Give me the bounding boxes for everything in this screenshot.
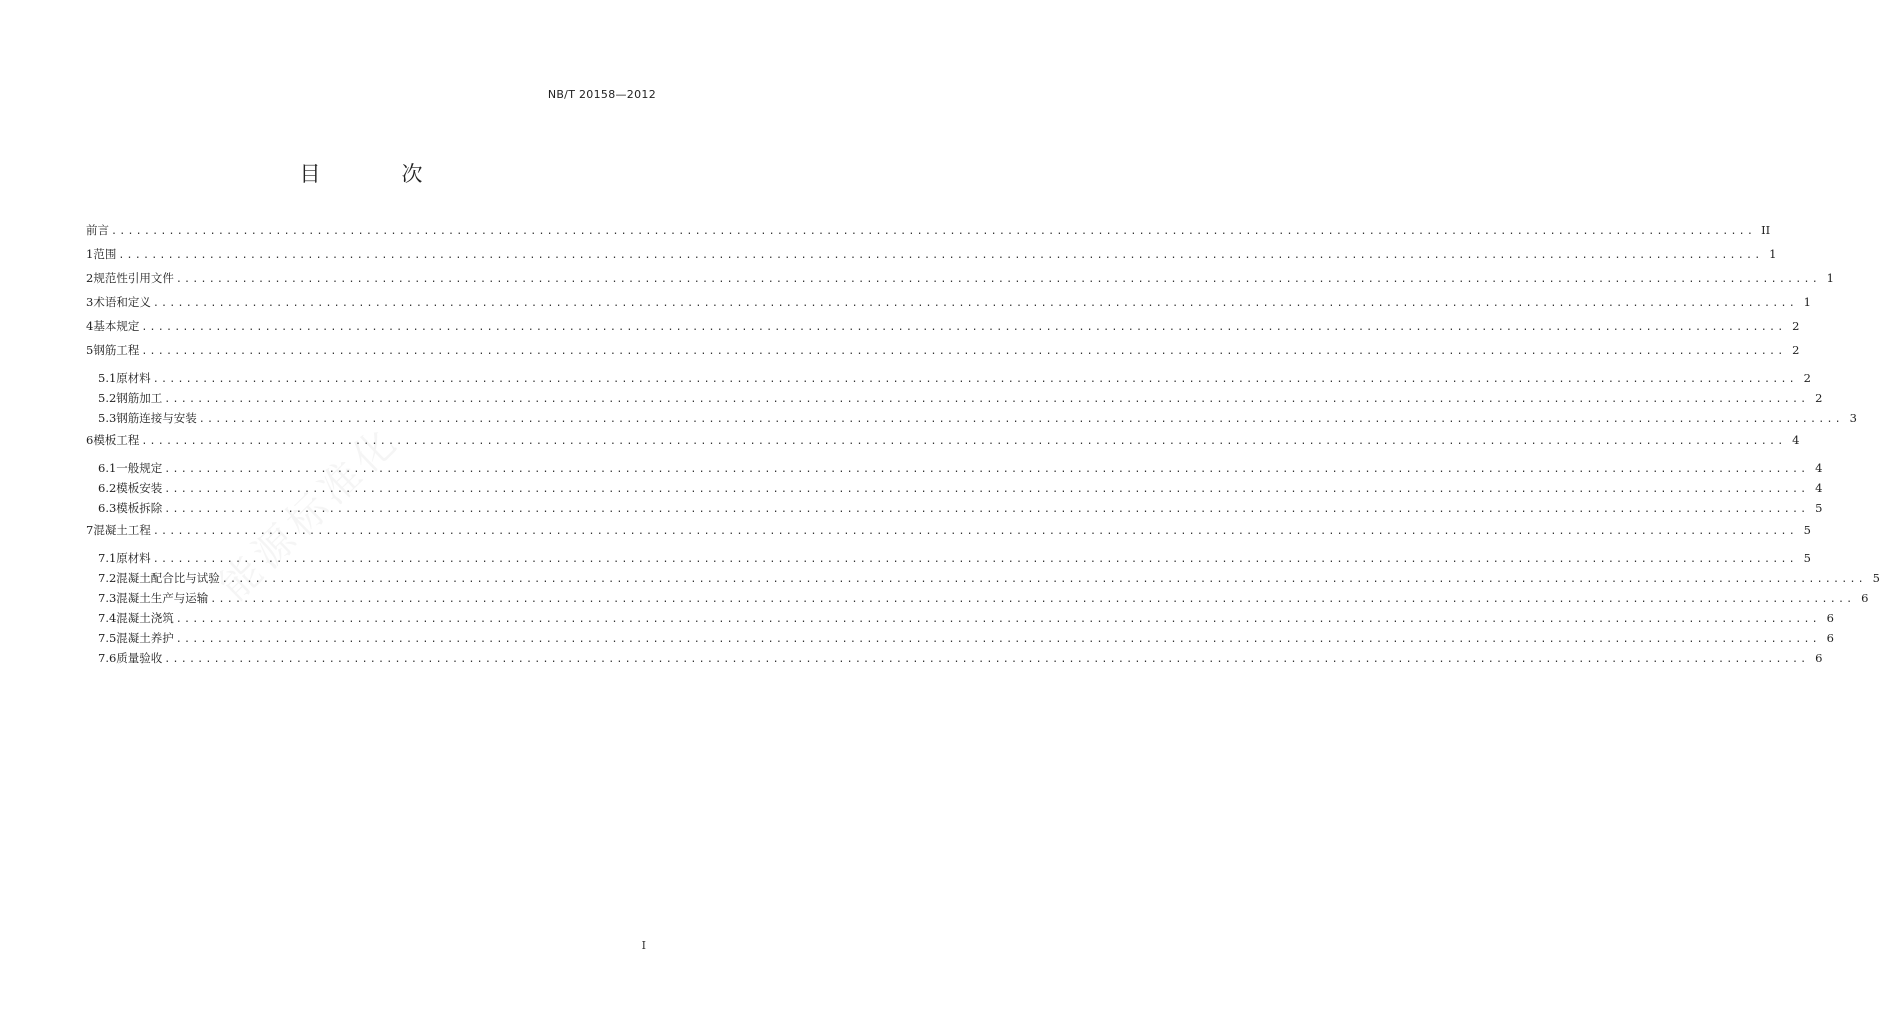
toc-entry[interactable]: [86, 518, 1811, 542]
toc-page-number: 2: [1815, 391, 1823, 405]
toc-label: 模板工程: [93, 433, 140, 447]
toc-number: 6.3: [98, 501, 117, 515]
toc-number: 6.2: [98, 481, 117, 495]
watermark: 能源标准化: [211, 416, 409, 610]
toc-subentry[interactable]: [86, 368, 1811, 388]
toc-number: 3: [86, 295, 94, 309]
toc-leader-dots: ........................................................................................................................................................................................................: [198, 414, 1843, 425]
toc-subentry[interactable]: [86, 648, 1823, 668]
toc-label: 质量验收: [116, 651, 163, 665]
toc-label: 钢筋工程: [93, 343, 140, 357]
page-number: I: [641, 939, 646, 952]
toc-number: 5: [86, 343, 94, 357]
toc-number: 5.1: [98, 371, 117, 385]
toc-leader-dots: ........................................................................................................................................................................................................: [221, 574, 1866, 585]
toc-subentry[interactable]: [86, 498, 1823, 518]
toc-entry[interactable]: [86, 266, 1834, 290]
toc-leader-dots: ........................................................................................................................................................................................................: [210, 594, 1855, 605]
toc-number: 6.1: [98, 461, 117, 475]
toc-page-number: 5: [1815, 501, 1823, 515]
toc-page-number: 5: [1803, 523, 1811, 537]
toc-label: 钢筋加工: [116, 391, 163, 405]
toc-label: 混凝土浇筑: [116, 611, 174, 625]
toc-page-number: 1: [1803, 295, 1811, 309]
toc-leader-dots: ........................................................................................................................................................................................................: [164, 394, 1809, 405]
toc-entry[interactable]: [86, 290, 1811, 314]
standard-code: NB/T 20158—2012: [547, 88, 656, 101]
toc-label: 原材料: [116, 371, 151, 385]
toc-page-number: 1: [1769, 247, 1777, 261]
toc-label: 混凝土工程: [93, 523, 151, 537]
toc-page-number: 6: [1826, 631, 1834, 645]
toc-label: 混凝土配合比与试验: [116, 571, 220, 585]
toc-page-number: 4: [1815, 481, 1823, 495]
toc-subentry[interactable]: [86, 628, 1834, 648]
toc-page-number: II: [1761, 223, 1771, 237]
toc-label: 一般规定: [116, 461, 163, 475]
toc-leader-dots: ........................................................................................................................................................................................................: [164, 654, 1809, 665]
toc-label: 范围: [93, 247, 117, 261]
toc-page-number: 2: [1792, 343, 1800, 357]
toc-label: 原材料: [116, 551, 151, 565]
toc-number: 1: [86, 247, 94, 261]
toc-label: 模板拆除: [116, 501, 163, 515]
toc-number: 5.2: [98, 391, 117, 405]
toc-number: 6: [86, 433, 94, 447]
toc-page-number: 2: [1803, 371, 1811, 385]
toc-number: 5.3: [98, 411, 117, 425]
toc-label: 基本规定: [93, 319, 140, 333]
toc-label: 混凝土养护: [116, 631, 174, 645]
toc-number: 7: [86, 523, 94, 537]
toc-number: 7.4: [98, 611, 117, 625]
toc-number: 7.1: [98, 551, 117, 565]
toc-leader-dots: ........................................................................................................................................................................................................: [164, 464, 1809, 475]
toc-page-number: 4: [1815, 461, 1823, 475]
toc-subentry[interactable]: [86, 608, 1834, 628]
toc-number: 4: [86, 319, 94, 333]
toc-subentry[interactable]: [86, 568, 1880, 588]
toc-leader-dots: ........................................................................................................................................................................................................: [175, 274, 1820, 285]
toc-page-number: 2: [1792, 319, 1800, 333]
toc-leader-dots: ........................................................................................................................................................................................................: [141, 346, 1786, 357]
toc-number: 7.5: [98, 631, 117, 645]
toc-leader-dots: ........................................................................................................................................................................................................: [164, 504, 1809, 515]
toc-subentry[interactable]: [86, 388, 1823, 408]
toc-leader-dots: ........................................................................................................................................................................................................: [152, 526, 1797, 537]
toc-page-number: 6: [1861, 591, 1869, 605]
toc-number: 7.3: [98, 591, 117, 605]
page-title: 目 次: [299, 162, 453, 186]
toc-entry[interactable]: [86, 242, 1777, 266]
toc-number: 2: [86, 271, 94, 285]
toc-entry[interactable]: [86, 314, 1800, 338]
toc-page-number: 5: [1803, 551, 1811, 565]
toc-leader-dots: ........................................................................................................................................................................................................: [111, 226, 1756, 237]
toc-leader-dots: ........................................................................................................................................................................................................: [118, 250, 1763, 261]
toc-leader-dots: ........................................................................................................................................................................................................: [175, 614, 1820, 625]
toc-leader-dots: ........................................................................................................................................................................................................: [141, 322, 1786, 333]
toc-leader-dots: ........................................................................................................................................................................................................: [164, 484, 1809, 495]
toc-subentry[interactable]: [86, 588, 1869, 608]
toc-entry[interactable]: [86, 218, 1771, 242]
toc-page-number: 6: [1826, 611, 1834, 625]
toc-entry[interactable]: [86, 338, 1800, 362]
toc-label: 前言: [86, 223, 109, 237]
toc-label: 混凝土生产与运输: [116, 591, 209, 605]
toc-leader-dots: ........................................................................................................................................................................................................: [152, 298, 1797, 309]
toc-leader-dots: ........................................................................................................................................................................................................: [175, 634, 1820, 645]
toc-page-number: 6: [1815, 651, 1823, 665]
toc-number: 7.2: [98, 571, 117, 585]
toc-page-number: 4: [1792, 433, 1800, 447]
toc-number: 7.6: [98, 651, 117, 665]
toc-label: 钢筋连接与安装: [116, 411, 197, 425]
toc-leader-dots: ........................................................................................................................................................................................................: [152, 554, 1797, 565]
toc-subentry[interactable]: [86, 548, 1811, 568]
toc-leader-dots: ........................................................................................................................................................................................................: [141, 436, 1786, 447]
toc-page-number: 5: [1872, 571, 1880, 585]
toc-leader-dots: ........................................................................................................................................................................................................: [152, 374, 1797, 385]
toc-page-number: 1: [1826, 271, 1834, 285]
toc-label: 术语和定义: [93, 295, 151, 309]
toc-label: 模板安装: [116, 481, 163, 495]
toc-label: 规范性引用文件: [93, 271, 174, 285]
toc-page-number: 3: [1849, 411, 1857, 425]
